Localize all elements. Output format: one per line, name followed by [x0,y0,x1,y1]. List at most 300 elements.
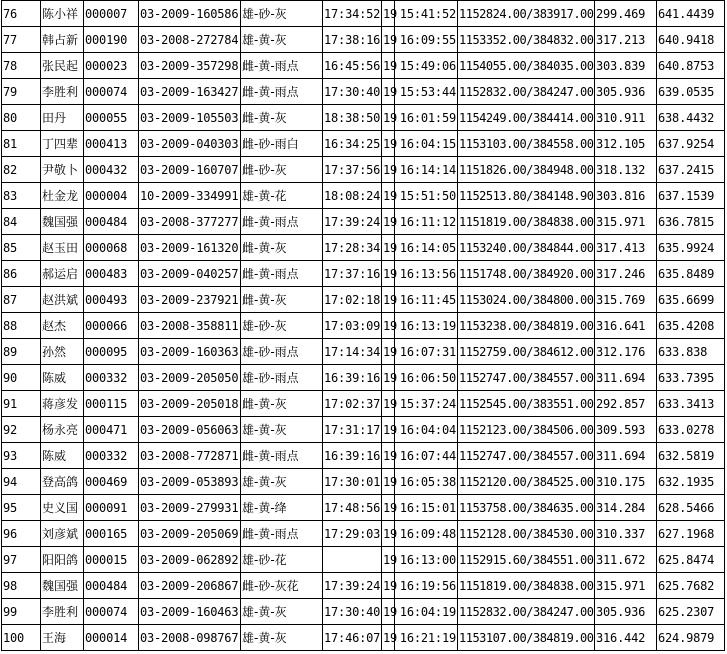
table-row [2,79,725,105]
table-row [2,53,725,79]
bird-color-cell: 雄-砂-雨点 [241,365,323,391]
table-row [2,157,725,183]
day-cell: 19 [382,157,395,183]
ring-number-cell: 03-2009-279931 [139,495,241,521]
table-row [2,443,725,469]
coordinates-cell: 1152759.00/384612.00 [458,339,595,365]
speed-cell: 309.593 [595,417,657,443]
table-row [2,495,725,521]
arrival-time-cell: 16:11:12 [395,209,458,235]
table-row [2,27,725,53]
release-time-cell: 17:37:16 [323,261,382,287]
fancier-name-cell: 赵洪斌 [41,287,84,313]
coordinates-cell: 1152120.00/384525.00 [458,469,595,495]
rank-cell: 96 [2,521,41,547]
day-cell: 19 [382,417,395,443]
coordinates-cell: 1153758.00/384635.00 [458,495,595,521]
day-cell: 19 [382,391,395,417]
speed-cell: 315.769 [595,287,657,313]
rank-cell: 87 [2,287,41,313]
release-time-cell: 17:38:16 [323,27,382,53]
bird-color-cell: 雌-砂-灰花 [241,573,323,599]
ring-number-cell: 03-2008-272784 [139,27,241,53]
ring-number-cell: 03-2009-062892 [139,547,241,573]
arrival-time-cell: 16:11:45 [395,287,458,313]
day-cell: 19 [382,521,395,547]
score-cell: 633.838 [657,339,725,365]
release-time-cell: 17:03:09 [323,313,382,339]
coordinates-cell: 1152915.60/384551.00 [458,547,595,573]
arrival-time-cell: 16:05:38 [395,469,458,495]
fancier-name-cell: 韩占新 [41,27,84,53]
member-id-cell: 000115 [84,391,139,417]
day-cell: 19 [382,443,395,469]
score-cell: 640.9418 [657,27,725,53]
member-id-cell: 000432 [84,157,139,183]
fancier-name-cell: 王海 [41,625,84,651]
release-time-cell: 18:08:24 [323,183,382,209]
table-row [2,1,725,27]
score-cell: 635.4208 [657,313,725,339]
day-cell: 19 [382,183,395,209]
bird-color-cell: 雄-黄-灰 [241,469,323,495]
score-cell: 635.6699 [657,287,725,313]
day-cell: 19 [382,105,395,131]
bird-color-cell: 雌-黄-雨点 [241,209,323,235]
fancier-name-cell: 陈威 [41,443,84,469]
day-cell: 19 [382,287,395,313]
member-id-cell: 000068 [84,235,139,261]
bird-color-cell: 雄-黄-绛 [241,495,323,521]
ring-number-cell: 03-2009-163427 [139,79,241,105]
ring-number-cell: 03-2009-105503 [139,105,241,131]
fancier-name-cell: 赵杰 [41,313,84,339]
rank-cell: 80 [2,105,41,131]
day-cell: 19 [382,625,395,651]
ring-number-cell: 03-2009-205069 [139,521,241,547]
release-time-cell: 17:39:24 [323,573,382,599]
rank-cell: 98 [2,573,41,599]
table-row [2,287,725,313]
member-id-cell: 000165 [84,521,139,547]
results-table [1,0,725,651]
ring-number-cell: 03-2009-205050 [139,365,241,391]
day-cell: 19 [382,365,395,391]
bird-color-cell: 雄-砂-花 [241,547,323,573]
coordinates-cell: 1153352.00/384832.00 [458,27,595,53]
member-id-cell: 000023 [84,53,139,79]
bird-color-cell: 雄-黄-灰 [241,27,323,53]
rank-cell: 91 [2,391,41,417]
score-cell: 635.9924 [657,235,725,261]
day-cell: 19 [382,1,395,27]
rank-cell: 85 [2,235,41,261]
table-row [2,521,725,547]
arrival-time-cell: 16:14:14 [395,157,458,183]
fancier-name-cell: 刘彦斌 [41,521,84,547]
member-id-cell: 000332 [84,365,139,391]
ring-number-cell: 03-2009-206867 [139,573,241,599]
day-cell: 19 [382,79,395,105]
ring-number-cell: 03-2008-377277 [139,209,241,235]
rank-cell: 93 [2,443,41,469]
table-row [2,599,725,625]
ring-number-cell: 03-2009-160707 [139,157,241,183]
member-id-cell: 000493 [84,287,139,313]
arrival-time-cell: 16:13:19 [395,313,458,339]
day-cell: 19 [382,573,395,599]
day-cell: 19 [382,339,395,365]
member-id-cell: 000014 [84,625,139,651]
release-time-cell: 17:02:18 [323,287,382,313]
rank-cell: 90 [2,365,41,391]
member-id-cell: 000332 [84,443,139,469]
bird-color-cell: 雄-黄-花 [241,183,323,209]
member-id-cell: 000484 [84,573,139,599]
ring-number-cell: 03-2009-161320 [139,235,241,261]
release-time-cell: 17:31:17 [323,417,382,443]
speed-cell: 303.816 [595,183,657,209]
speed-cell: 315.971 [595,209,657,235]
fancier-name-cell: 阳阳鸽 [41,547,84,573]
arrival-time-cell: 16:13:00 [395,547,458,573]
rank-cell: 94 [2,469,41,495]
release-time-cell: 16:45:56 [323,53,382,79]
coordinates-cell: 1153024.00/384800.00 [458,287,595,313]
bird-color-cell: 雄-砂-灰 [241,1,323,27]
bird-color-cell: 雄-砂-雨点 [241,339,323,365]
score-cell: 628.5466 [657,495,725,521]
coordinates-cell: 1152128.00/384530.00 [458,521,595,547]
bird-color-cell: 雌-黄-雨点 [241,53,323,79]
coordinates-cell: 1151826.00/384948.00 [458,157,595,183]
table-row [2,365,725,391]
fancier-name-cell: 杜金龙 [41,183,84,209]
speed-cell: 316.641 [595,313,657,339]
ring-number-cell: 03-2008-772871 [139,443,241,469]
release-time-cell: 17:39:24 [323,209,382,235]
bird-color-cell: 雄-砂-灰 [241,313,323,339]
ring-number-cell: 03-2009-205018 [139,391,241,417]
speed-cell: 312.105 [595,131,657,157]
speed-cell: 305.936 [595,79,657,105]
table-row [2,391,725,417]
day-cell: 19 [382,261,395,287]
member-id-cell: 000469 [84,469,139,495]
rank-cell: 77 [2,27,41,53]
table-row [2,261,725,287]
arrival-time-cell: 16:09:55 [395,27,458,53]
release-time-cell: 18:38:50 [323,105,382,131]
rank-cell: 92 [2,417,41,443]
release-time-cell: 17:37:56 [323,157,382,183]
release-time-cell: 17:14:34 [323,339,382,365]
fancier-name-cell: 陈小祥 [41,1,84,27]
score-cell: 637.2415 [657,157,725,183]
fancier-name-cell: 登高鸽 [41,469,84,495]
coordinates-cell: 1152545.00/383551.00 [458,391,595,417]
table-row [2,209,725,235]
bird-color-cell: 雌-黄-雨点 [241,79,323,105]
table-row [2,573,725,599]
score-cell: 640.8753 [657,53,725,79]
release-time-cell: 17:02:37 [323,391,382,417]
rank-cell: 100 [2,625,41,651]
rank-cell: 99 [2,599,41,625]
fancier-name-cell: 尹敬卜 [41,157,84,183]
member-id-cell: 000074 [84,599,139,625]
score-cell: 625.2307 [657,599,725,625]
rank-cell: 88 [2,313,41,339]
member-id-cell: 000015 [84,547,139,573]
rank-cell: 82 [2,157,41,183]
fancier-name-cell: 孙然 [41,339,84,365]
member-id-cell: 000483 [84,261,139,287]
arrival-time-cell: 16:06:50 [395,365,458,391]
score-cell: 637.1539 [657,183,725,209]
member-id-cell: 000413 [84,131,139,157]
score-cell: 627.1968 [657,521,725,547]
arrival-time-cell: 16:13:56 [395,261,458,287]
fancier-name-cell: 魏国强 [41,209,84,235]
release-time-cell: 17:48:56 [323,495,382,521]
ring-number-cell: 03-2009-056063 [139,417,241,443]
ring-number-cell: 03-2009-160363 [139,339,241,365]
fancier-name-cell: 李胜利 [41,599,84,625]
rank-cell: 84 [2,209,41,235]
table-row [2,469,725,495]
fancier-name-cell: 丁四辈 [41,131,84,157]
arrival-time-cell: 16:19:56 [395,573,458,599]
score-cell: 638.4432 [657,105,725,131]
ring-number-cell: 03-2009-040257 [139,261,241,287]
member-id-cell: 000066 [84,313,139,339]
arrival-time-cell: 15:37:24 [395,391,458,417]
rank-cell: 95 [2,495,41,521]
score-cell: 635.8489 [657,261,725,287]
release-time-cell: 17:28:34 [323,235,382,261]
score-cell: 641.4439 [657,1,725,27]
speed-cell: 311.694 [595,365,657,391]
speed-cell: 303.839 [595,53,657,79]
rank-cell: 81 [2,131,41,157]
speed-cell: 292.857 [595,391,657,417]
member-id-cell: 000007 [84,1,139,27]
release-time-cell: 17:46:07 [323,625,382,651]
score-cell: 632.1935 [657,469,725,495]
coordinates-cell: 1154249.00/384414.00 [458,105,595,131]
speed-cell: 312.176 [595,339,657,365]
arrival-time-cell: 15:49:06 [395,53,458,79]
arrival-time-cell: 15:41:52 [395,1,458,27]
speed-cell: 317.213 [595,27,657,53]
bird-color-cell: 雌-砂-灰 [241,157,323,183]
ring-number-cell: 03-2008-098767 [139,625,241,651]
release-time-cell: 16:39:16 [323,365,382,391]
table-row [2,625,725,651]
day-cell: 19 [382,599,395,625]
day-cell: 19 [382,547,395,573]
score-cell: 625.8474 [657,547,725,573]
day-cell: 19 [382,27,395,53]
bird-color-cell: 雌-黄-灰 [241,105,323,131]
member-id-cell: 000471 [84,417,139,443]
rank-cell: 78 [2,53,41,79]
coordinates-cell: 1153238.00/384819.00 [458,313,595,339]
arrival-time-cell: 16:14:05 [395,235,458,261]
score-cell: 633.3413 [657,391,725,417]
arrival-time-cell: 15:51:50 [395,183,458,209]
day-cell: 19 [382,235,395,261]
table-row [2,183,725,209]
member-id-cell: 000055 [84,105,139,131]
release-time-cell: 17:30:40 [323,599,382,625]
coordinates-cell: 1152123.00/384506.00 [458,417,595,443]
arrival-time-cell: 16:04:15 [395,131,458,157]
ring-number-cell: 03-2009-237921 [139,287,241,313]
fancier-name-cell: 赵玉田 [41,235,84,261]
speed-cell: 305.936 [595,599,657,625]
day-cell: 19 [382,495,395,521]
score-cell: 632.5819 [657,443,725,469]
arrival-time-cell: 15:53:44 [395,79,458,105]
coordinates-cell: 1153103.00/384558.00 [458,131,595,157]
bird-color-cell: 雄-黄-灰 [241,417,323,443]
table-row [2,417,725,443]
release-time-cell: 17:30:01 [323,469,382,495]
fancier-name-cell: 田丹 [41,105,84,131]
member-id-cell: 000004 [84,183,139,209]
bird-color-cell: 雌-黄-雨点 [241,521,323,547]
arrival-time-cell: 16:09:48 [395,521,458,547]
speed-cell: 299.469 [595,1,657,27]
score-cell: 625.7682 [657,573,725,599]
rank-cell: 97 [2,547,41,573]
day-cell: 19 [382,313,395,339]
rank-cell: 76 [2,1,41,27]
arrival-time-cell: 16:01:59 [395,105,458,131]
fancier-name-cell: 郝运启 [41,261,84,287]
results-table-body [2,1,725,651]
ring-number-cell: 03-2009-160586 [139,1,241,27]
fancier-name-cell: 史义国 [41,495,84,521]
table-row [2,339,725,365]
bird-color-cell: 雌-黄-雨点 [241,443,323,469]
fancier-name-cell: 李胜利 [41,79,84,105]
fancier-name-cell: 魏国强 [41,573,84,599]
table-row [2,105,725,131]
speed-cell: 311.694 [595,443,657,469]
fancier-name-cell: 蒋彦发 [41,391,84,417]
coordinates-cell: 1152747.00/384557.00 [458,443,595,469]
arrival-time-cell: 16:07:44 [395,443,458,469]
member-id-cell: 000190 [84,27,139,53]
coordinates-cell: 1153240.00/384844.00 [458,235,595,261]
ring-number-cell: 10-2009-334991 [139,183,241,209]
day-cell: 19 [382,209,395,235]
release-time-cell: 16:39:16 [323,443,382,469]
rank-cell: 83 [2,183,41,209]
coordinates-cell: 1152513.80/384148.90 [458,183,595,209]
score-cell: 639.0535 [657,79,725,105]
ring-number-cell: 03-2009-160463 [139,599,241,625]
arrival-time-cell: 16:04:19 [395,599,458,625]
arrival-time-cell: 16:15:01 [395,495,458,521]
speed-cell: 316.442 [595,625,657,651]
member-id-cell: 000074 [84,79,139,105]
arrival-time-cell: 16:21:19 [395,625,458,651]
member-id-cell: 000095 [84,339,139,365]
member-id-cell: 000091 [84,495,139,521]
release-time-cell: 17:34:52 [323,1,382,27]
score-cell: 624.9879 [657,625,725,651]
rank-cell: 89 [2,339,41,365]
bird-color-cell: 雄-黄-灰 [241,599,323,625]
score-cell: 637.9254 [657,131,725,157]
speed-cell: 318.132 [595,157,657,183]
release-time-cell: 16:34:25 [323,131,382,157]
fancier-name-cell: 陈威 [41,365,84,391]
fancier-name-cell: 张民起 [41,53,84,79]
arrival-time-cell: 16:07:31 [395,339,458,365]
score-cell: 636.7815 [657,209,725,235]
coordinates-cell: 1154055.00/384035.00 [458,53,595,79]
speed-cell: 315.971 [595,573,657,599]
ring-number-cell: 03-2009-357298 [139,53,241,79]
score-cell: 633.7395 [657,365,725,391]
coordinates-cell: 1152747.00/384557.00 [458,365,595,391]
release-time-cell: 17:29:03 [323,521,382,547]
bird-color-cell: 雌-黄-雨点 [241,261,323,287]
speed-cell: 317.413 [595,235,657,261]
coordinates-cell: 1151819.00/384838.00 [458,209,595,235]
bird-color-cell: 雌-黄-灰 [241,391,323,417]
release-time-cell: 17:30:40 [323,79,382,105]
score-cell: 633.0278 [657,417,725,443]
coordinates-cell: 1152832.00/384247.00 [458,79,595,105]
speed-cell: 311.672 [595,547,657,573]
speed-cell: 310.911 [595,105,657,131]
table-row [2,235,725,261]
bird-color-cell: 雄-黄-灰 [241,625,323,651]
coordinates-cell: 1152832.00/384247.00 [458,599,595,625]
coordinates-cell: 1151748.00/384920.00 [458,261,595,287]
bird-color-cell: 雌-黄-灰 [241,287,323,313]
speed-cell: 310.175 [595,469,657,495]
arrival-time-cell: 16:04:04 [395,417,458,443]
coordinates-cell: 1152824.00/383917.00 [458,1,595,27]
bird-color-cell: 雌-砂-雨白 [241,131,323,157]
speed-cell: 310.337 [595,521,657,547]
day-cell: 19 [382,53,395,79]
ring-number-cell: 03-2009-040303 [139,131,241,157]
rank-cell: 86 [2,261,41,287]
coordinates-cell: 1153107.00/384819.00 [458,625,595,651]
release-time-cell [323,547,382,573]
table-row [2,547,725,573]
member-id-cell: 000484 [84,209,139,235]
ring-number-cell: 03-2009-053893 [139,469,241,495]
table-row [2,313,725,339]
coordinates-cell: 1151819.00/384838.00 [458,573,595,599]
speed-cell: 314.284 [595,495,657,521]
rank-cell: 79 [2,79,41,105]
fancier-name-cell: 杨永亮 [41,417,84,443]
speed-cell: 317.246 [595,261,657,287]
table-row [2,131,725,157]
day-cell: 19 [382,131,395,157]
ring-number-cell: 03-2008-358811 [139,313,241,339]
